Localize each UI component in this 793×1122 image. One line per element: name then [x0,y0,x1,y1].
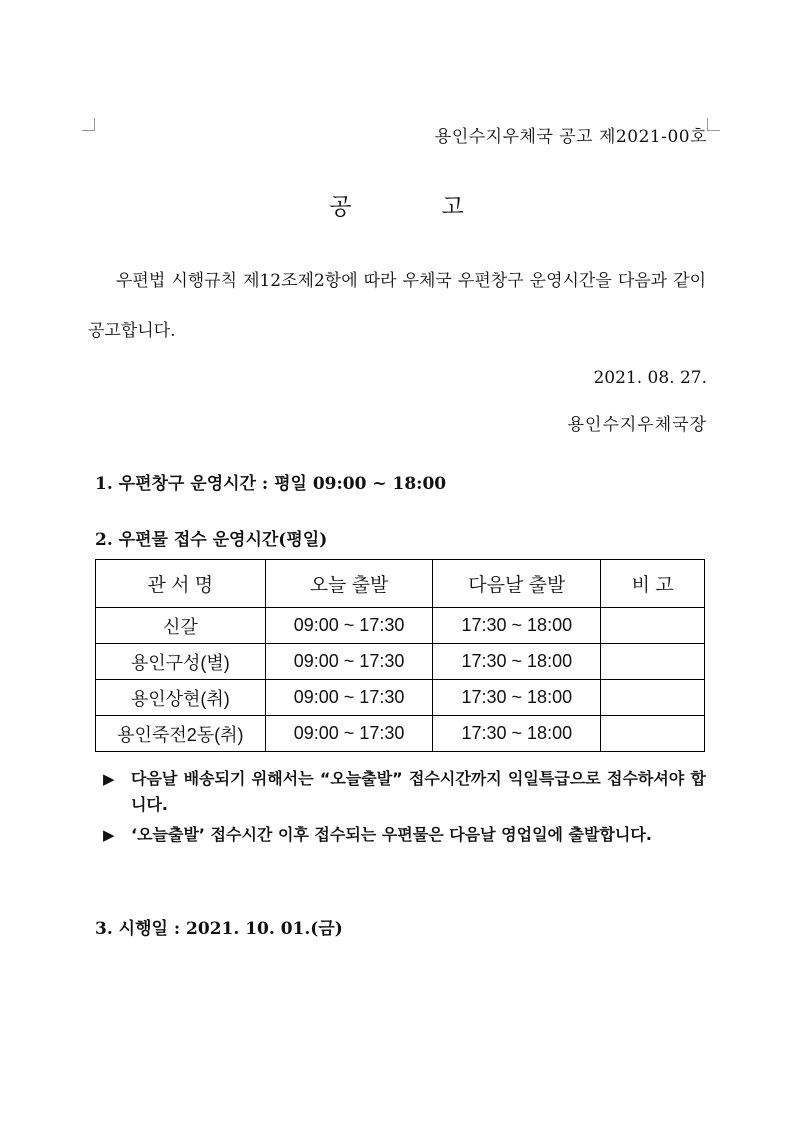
hours-table [95,559,705,752]
table-row [96,680,705,716]
table-header-row [96,560,705,608]
page-corner-mark-right [707,118,720,131]
cell-next: 17:30 ~ 18:00 [433,608,601,644]
cell-today: 09:00 ~ 17:30 [265,608,433,644]
right-triangle-bullet-icon: ▶ [103,770,115,788]
header-office: 관 서 명 [96,560,266,608]
cell-today: 09:00 ~ 17:30 [265,644,433,680]
section-mail-acceptance-hours: 2. 우편물 접수 운영시간(평일) [95,530,328,550]
cell-next: 17:30 ~ 18:00 [433,680,601,716]
notes-list [103,766,706,852]
cell-note [601,680,705,716]
page-corner-mark-left [82,118,95,131]
cell-note [601,716,705,752]
cell-office: 신갈 [96,608,266,644]
table-row [96,608,705,644]
body-paragraph: 우편법 시행규칙 제12조제2항에 따라 우체국 우편창구 운영시간을 다음과 같이 공고합니다. [88,271,706,341]
page-title: 공고 [329,194,554,220]
list-item: ▶ 다음날 배송되기 위해서는 “오늘출발” 접수시간까지 익일특급으로 접수하셔야 합니다. [103,766,706,818]
header-today-departure: 오늘 출발 [265,560,433,608]
cell-office: 용인죽전2동(취) [96,716,266,752]
right-triangle-bullet-icon: ▶ [103,826,115,844]
cell-today: 09:00 ~ 17:30 [265,680,433,716]
cell-today: 09:00 ~ 17:30 [265,716,433,752]
section-counter-hours: 1. 우편창구 운영시간 : 평일 09:00 ~ 18:00 [95,474,447,494]
header-next-day-departure: 다음날 출발 [433,560,601,608]
issuer-signature: 용인수지우체국장 [567,415,707,435]
cell-office: 용인구성(별) [96,644,266,680]
cell-note [601,644,705,680]
header-remarks: 비 고 [601,560,705,608]
list-item: ▶ ‘오늘출발’ 접수시간 이후 접수되는 우편물은 다음날 영업일에 출발합니다. [103,822,706,848]
cell-next: 17:30 ~ 18:00 [433,644,601,680]
notice-date: 2021. 08. 27. [593,368,707,388]
table-row [96,644,705,680]
cell-office: 용인상현(취) [96,680,266,716]
document-number: 용인수지우체국 공고 제2021-00호 [434,127,707,147]
cell-note [601,608,705,644]
section-effective-date: 3. 시행일 : 2021. 10. 01.(금) [95,919,343,939]
cell-next: 17:30 ~ 18:00 [433,716,601,752]
table-row [96,716,705,752]
